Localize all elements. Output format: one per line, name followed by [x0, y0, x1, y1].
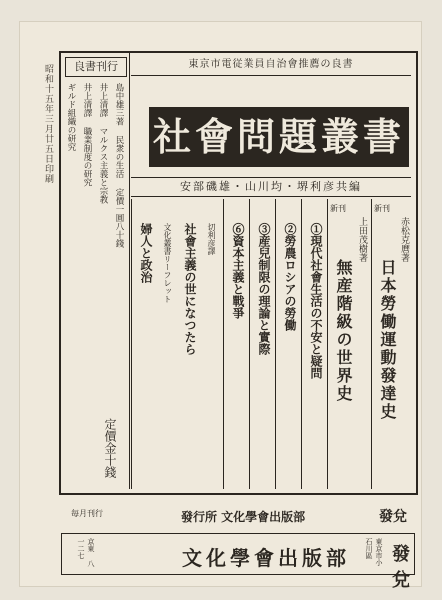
book-entry — [275, 199, 302, 489]
price-label: 定價金十錢 — [103, 418, 117, 478]
leaflet-item: 切利彦譯 — [207, 223, 216, 255]
publisher-tel: 京東 八一二七 — [77, 538, 95, 567]
left-book-item: 井上清譯 職業制度の研究 — [82, 83, 92, 187]
book-entry — [327, 199, 372, 489]
left-book-list — [65, 83, 125, 293]
left-column — [61, 53, 130, 489]
leaflet-list — [131, 199, 224, 489]
publisher-box — [61, 533, 415, 591]
book-author: 上田茂樹著 — [357, 217, 367, 262]
book-entry — [249, 199, 276, 489]
book-title: ③産兒制限の理論と實際 — [257, 223, 271, 355]
book-entry — [371, 199, 412, 489]
imprint-note: 毎月刊行 — [71, 509, 103, 518]
book-title: ①現代社會生活の不安と疑問 — [309, 223, 323, 379]
new-badge: 新刊 — [330, 204, 346, 213]
recommendation-line: 東京市電従業員自治會推薦の良書 — [131, 57, 411, 76]
imprint-row — [61, 493, 413, 534]
publisher-name: 文化學會出版部 — [182, 546, 350, 570]
imprint-publisher: 發行所 文化學會出版部 — [181, 510, 306, 524]
editors-line: 安部磯雄・山川均・堺利彦共編 — [131, 177, 411, 197]
book-entry — [223, 199, 250, 489]
print-date-stamp: 昭和十五年三月廿五日印刷 — [43, 64, 53, 184]
new-badge: 新刊 — [374, 204, 390, 213]
book-listing — [131, 199, 411, 489]
left-book-item: ギルド組織の研究 — [66, 83, 76, 151]
book-title: ②勞農ロシアの勞働 — [283, 223, 297, 331]
book-author: 赤松克麿著 — [399, 217, 409, 262]
imprint-label: 發兌 — [379, 509, 407, 525]
book-title: 日本勞働運動發達史 — [378, 259, 397, 421]
leaflet-item: 文化叢書リーフレット — [163, 223, 172, 303]
series-title: 社會問題叢書 — [149, 107, 409, 167]
left-book-item: 井上清譯 マルクス主義と宗教 — [98, 83, 108, 204]
left-book-item: 島中雄三著 民衆の生活 定價一圓八十錢 — [114, 83, 124, 248]
publisher-address: 東京市小石川區 — [365, 538, 383, 566]
book-entry — [301, 199, 328, 489]
book-title: ⑥資本主義と戰爭 — [231, 223, 245, 319]
left-column-header: 良書刊行 — [65, 57, 127, 77]
leaflet-item: 婦人と政治 — [139, 223, 153, 283]
magazine-back-cover — [19, 21, 422, 591]
leaflet-item: 社會主義の世になつたら — [183, 223, 197, 355]
publisher-label: 發兌 — [392, 544, 410, 591]
book-title: 無産階級の世界史 — [334, 259, 353, 403]
